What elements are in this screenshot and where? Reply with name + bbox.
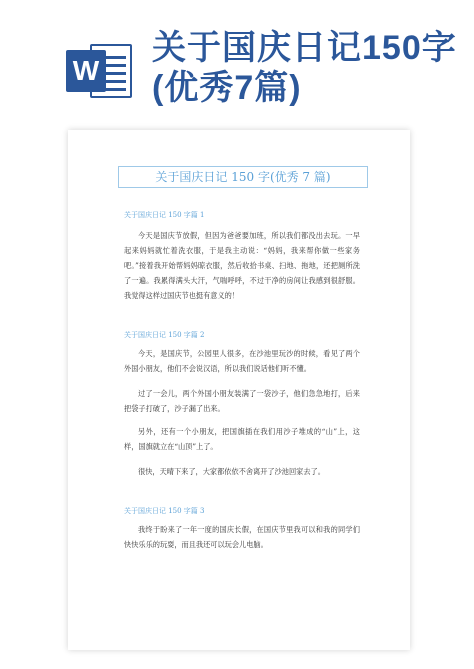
paragraph: 过了一会儿，两个外国小朋友装满了一袋沙子，他们急急地打，后来把袋子打破了，沙子漏了出来。 — [124, 389, 360, 413]
section-heading: 关于国庆日记 150 字篇 1 — [124, 211, 205, 219]
header-banner — [0, 0, 474, 120]
paragraph: 今天是国庆节放假，但因为爸爸要加班，所以我们都没出去玩。一早起来妈妈就忙着洗衣服，于是我主动说：“妈妈，我来帮你做一些家务吧。”接着我开始帮妈妈晾衣服，然后收拾书桌、扫地、拖地，还把厕所洗了一遍。我累得满头大汗，气喘呼呼，不过干净的房间让我感到很舒服。我觉得这样过国庆节也挺有意义的！ — [124, 231, 360, 300]
paragraph: 我终于盼来了一年一度的国庆长假，在国庆节里我可以和我的同学们快快乐乐的玩耍，而且我还可以玩会儿电脑。 — [124, 525, 360, 549]
paragraph: 另外，还有一个小朋友，把国旗插在我们用沙子堆成的“山”上，这样，国旗就立在“山顶”上了。 — [124, 427, 360, 451]
section-heading: 关于国庆日记 150 字篇 2 — [124, 331, 205, 339]
page-title: 关于国庆日记150字(优秀7篇) — [152, 29, 457, 107]
document-page — [68, 130, 410, 650]
word-logo-letter: W — [66, 50, 106, 92]
paragraph: 今天，是国庆节，公园里人很多，在沙池里玩沙的时候，看见了两个外国小朋友，他们不会说汉语，所以我们说话他们听不懂。 — [124, 349, 360, 373]
document-title-box — [118, 166, 368, 188]
section-heading: 关于国庆日记 150 字篇 3 — [124, 507, 205, 515]
document-title: 关于国庆日记 150 字(优秀 7 篇) — [155, 170, 331, 184]
word-document-icon — [66, 40, 134, 102]
paragraph: 很快，天晴下来了，大家都依依不舍离开了沙池回家去了。 — [138, 467, 325, 476]
